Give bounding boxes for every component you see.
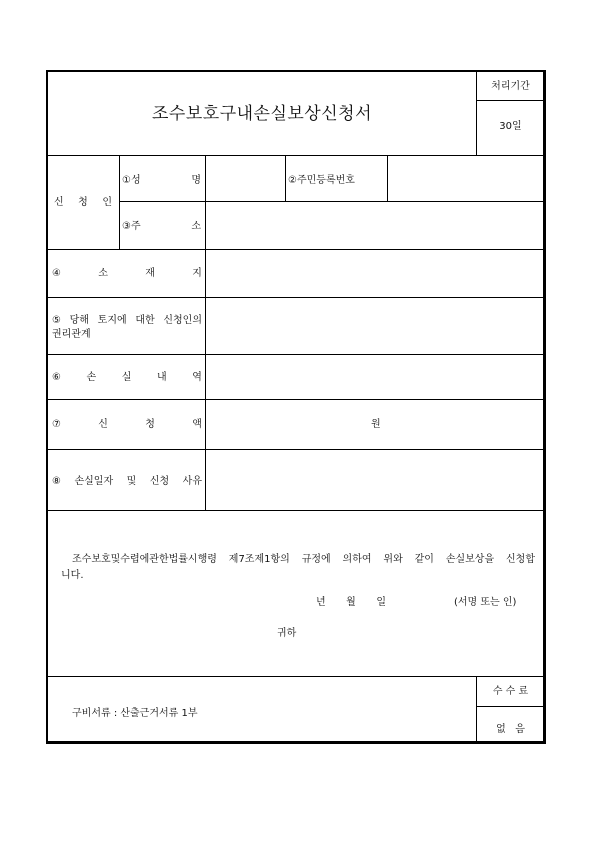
rights-label	[52, 315, 202, 327]
reason-label	[52, 476, 202, 488]
reason-field[interactable]	[206, 450, 544, 509]
rights-word: 토지에	[97, 315, 127, 326]
location-char: 재	[145, 268, 155, 279]
statement-word: 의하여	[342, 554, 372, 565]
name-label-suffix: 명	[191, 175, 201, 186]
rule-reason-bottom	[48, 510, 545, 511]
amount-char: 청	[145, 419, 155, 430]
signature-note: (서명 또는 인)	[454, 597, 517, 608]
rule-applicant-group	[119, 155, 120, 249]
name-label	[122, 175, 201, 187]
addressee: 귀하	[277, 628, 297, 639]
date-month: 월	[346, 597, 356, 608]
loss-detail-label	[52, 372, 202, 384]
loss-detail-field[interactable]	[206, 355, 544, 398]
required-documents: 구비서류 : 산출근거서류 1부	[72, 708, 198, 719]
address-label-suffix: 소	[191, 221, 201, 232]
location-char: 지	[192, 268, 202, 279]
rights-num: ⑤	[52, 315, 61, 326]
statement-word: 신청합	[506, 554, 535, 565]
loss-detail-char: 실	[121, 372, 132, 383]
reason-word: 및	[126, 476, 137, 487]
statement-line-1	[72, 554, 535, 566]
date-day: 일	[376, 597, 386, 608]
rule-processing-mid	[476, 100, 545, 101]
name-field[interactable]	[206, 156, 284, 200]
fee-value: 없 음	[496, 724, 525, 735]
amount-label	[52, 419, 202, 431]
statement-word: 조수보호및수렵에관한법률시행령	[72, 554, 217, 565]
rule-name-value	[285, 155, 286, 201]
amount-char: 신	[98, 419, 108, 430]
location-field[interactable]	[206, 250, 544, 296]
rights-word: 대한	[135, 315, 155, 326]
location-num: ④	[52, 268, 61, 279]
address-label	[122, 221, 201, 233]
statement-word: 규정에	[301, 554, 331, 565]
statement-word: 같이	[414, 554, 434, 565]
resident-id-label: ②주민등록번호	[288, 175, 355, 186]
rule-fee-mid	[476, 706, 545, 707]
address-label-prefix: ③주	[122, 221, 141, 232]
applicant-group-label	[54, 197, 112, 209]
amount-num: ⑦	[52, 419, 61, 430]
reason-word: 신청	[149, 476, 170, 487]
name-label-prefix: ①성	[122, 175, 141, 186]
applicant-group-char: 인	[102, 197, 112, 208]
amount-char: 액	[192, 419, 202, 430]
address-field[interactable]	[206, 202, 544, 248]
reason-num: ⑧	[52, 476, 61, 487]
amount-field[interactable]	[206, 400, 544, 448]
applicant-group-char: 신	[54, 197, 64, 208]
loss-detail-char: 내	[157, 372, 167, 383]
date-year: 년	[316, 597, 326, 608]
rights-word: 신청인의	[163, 315, 202, 326]
reason-word: 손실일자	[74, 476, 114, 487]
resident-id-field[interactable]	[388, 156, 544, 200]
date-line	[316, 597, 386, 609]
loss-detail-char: 손	[86, 372, 97, 383]
rule-statement-bottom	[48, 676, 545, 677]
reason-word: 사유	[182, 476, 202, 487]
fee-label: 수 수 료	[492, 686, 529, 697]
rights-word: 당해	[69, 315, 89, 326]
statement-line-2: 니다.	[61, 570, 84, 581]
location-label	[52, 268, 202, 280]
loss-detail-num: ⑥	[52, 372, 61, 383]
application-form	[46, 70, 546, 744]
rights-label-line2: 권리관계	[52, 329, 91, 340]
loss-detail-char: 역	[192, 372, 202, 383]
statement-word: 위와	[383, 554, 403, 565]
location-char: 소	[98, 268, 108, 279]
applicant-group-char: 청	[78, 197, 88, 208]
rights-field[interactable]	[206, 298, 544, 353]
statement-word: 손실보상을	[445, 554, 495, 565]
processing-period-value: 30일	[499, 121, 522, 132]
statement-word: 제7조제1항의	[228, 554, 290, 565]
form-title: 조수보호구내손실보상신청서	[152, 104, 372, 124]
amount-unit: 원	[371, 419, 381, 430]
processing-period-label: 처리기간	[491, 81, 530, 92]
